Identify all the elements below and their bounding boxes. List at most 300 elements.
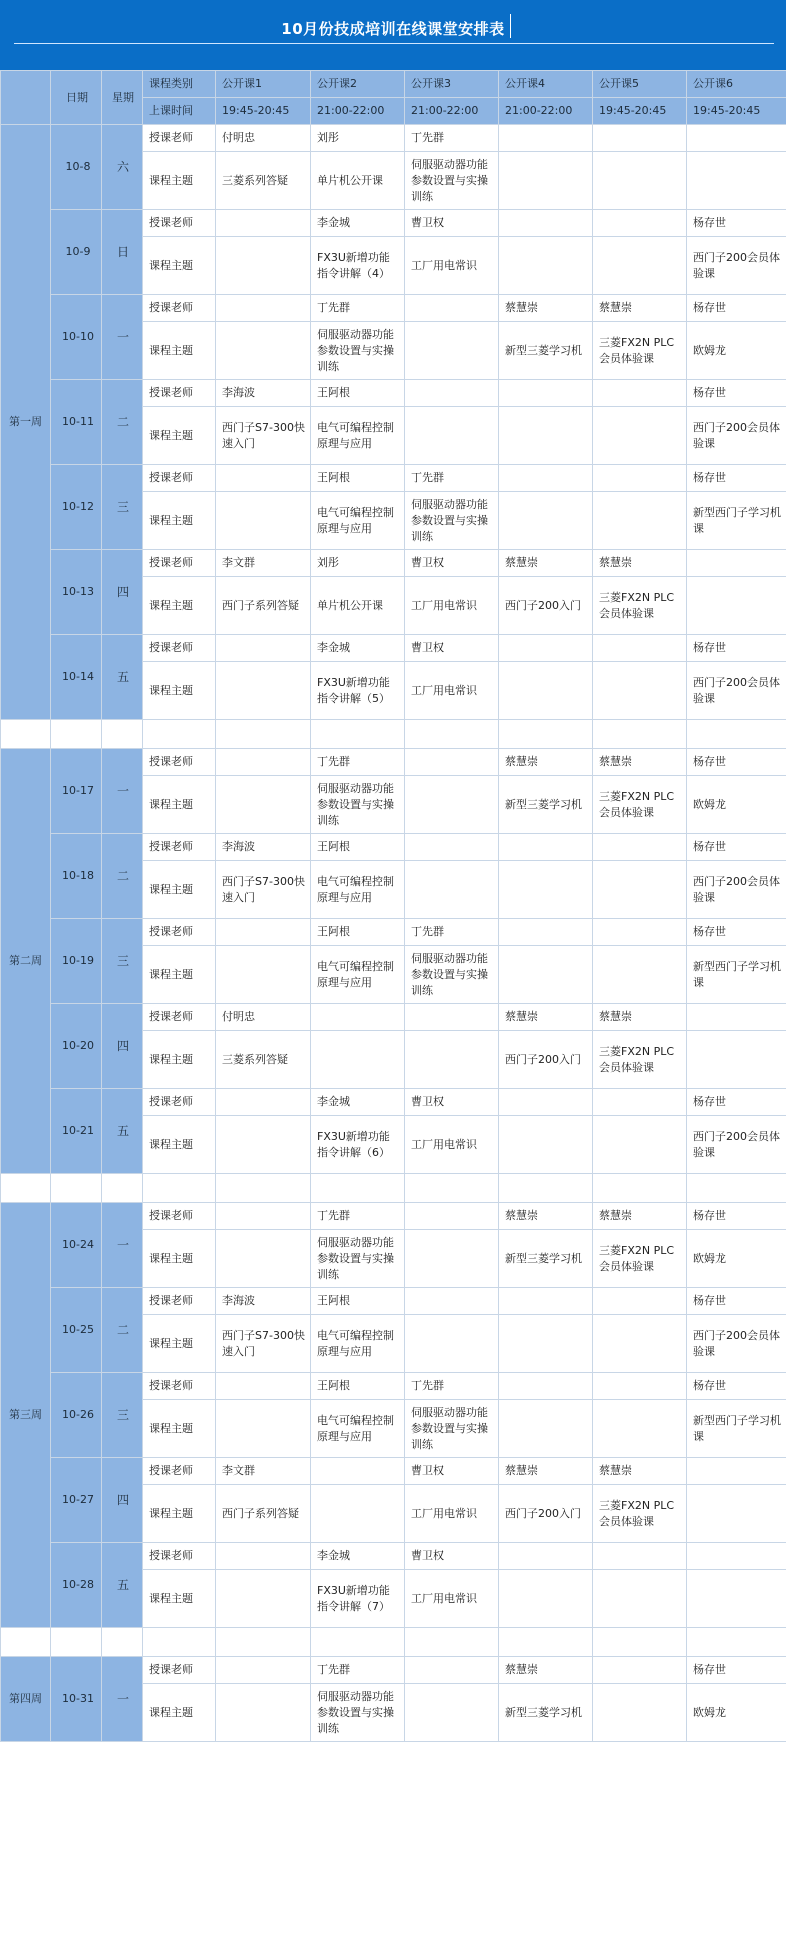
separator-cell	[687, 1174, 786, 1203]
topic-cell	[687, 577, 786, 635]
teacher-cell: 丁先群	[405, 125, 499, 152]
topic-cell	[593, 152, 687, 210]
teacher-row	[1, 295, 786, 322]
separator-cell	[216, 1174, 311, 1203]
topic-cell	[216, 492, 311, 550]
header-time-6: 19:45-20:45	[687, 98, 786, 125]
topic-cell: 电气可编程控制原理与应用	[311, 492, 405, 550]
topic-row-label: 课程主题	[143, 492, 216, 550]
topic-cell: 西门子S7-300快速入门	[216, 407, 311, 465]
topic-cell	[593, 1400, 687, 1458]
header-time-4: 21:00-22:00	[499, 98, 593, 125]
topic-cell	[499, 237, 593, 295]
topic-cell: 电气可编程控制原理与应用	[311, 407, 405, 465]
topic-cell	[216, 237, 311, 295]
topic-cell	[687, 1031, 786, 1089]
teacher-cell: 蔡慧崇	[593, 550, 687, 577]
teacher-row	[1, 125, 786, 152]
separator-cell	[499, 1628, 593, 1657]
topic-cell	[311, 1031, 405, 1089]
topic-cell	[687, 1570, 786, 1628]
teacher-row-label: 授课老师	[143, 380, 216, 407]
date-cell: 10-8	[51, 125, 102, 210]
weekday-cell: 一	[102, 1203, 143, 1288]
teacher-cell	[499, 1543, 593, 1570]
header-time-2: 21:00-22:00	[311, 98, 405, 125]
topic-cell	[499, 946, 593, 1004]
teacher-cell	[593, 210, 687, 237]
weekday-cell: 五	[102, 1089, 143, 1174]
topic-cell	[405, 1315, 499, 1373]
teacher-cell	[216, 1543, 311, 1570]
header-time-1: 19:45-20:45	[216, 98, 311, 125]
weekday-cell: 四	[102, 550, 143, 635]
separator-cell	[311, 720, 405, 749]
topic-cell: 工厂用电常识	[405, 662, 499, 720]
teacher-cell	[405, 749, 499, 776]
teacher-cell	[405, 295, 499, 322]
topic-cell	[499, 152, 593, 210]
topic-cell	[405, 407, 499, 465]
header-time-3: 21:00-22:00	[405, 98, 499, 125]
topic-row-label: 课程主题	[143, 1116, 216, 1174]
teacher-cell	[593, 834, 687, 861]
teacher-cell	[405, 1288, 499, 1315]
week-separator	[1, 1628, 786, 1657]
date-cell: 10-10	[51, 295, 102, 380]
date-cell: 10-20	[51, 1004, 102, 1089]
teacher-cell	[405, 380, 499, 407]
topic-cell: 伺服驱动器功能参数设置与实操训练	[405, 152, 499, 210]
teacher-cell: 李海波	[216, 834, 311, 861]
date-cell: 10-31	[51, 1657, 102, 1742]
teacher-cell	[311, 1458, 405, 1485]
separator-cell	[593, 1174, 687, 1203]
topic-cell: 西门子200入门	[499, 1031, 593, 1089]
teacher-cell	[405, 834, 499, 861]
topic-cell	[216, 322, 311, 380]
teacher-cell	[499, 465, 593, 492]
weekday-cell: 二	[102, 834, 143, 919]
topic-cell	[499, 1116, 593, 1174]
teacher-cell: 杨存世	[687, 919, 786, 946]
separator-cell	[687, 1628, 786, 1657]
teacher-cell: 王阿根	[311, 834, 405, 861]
teacher-cell: 刘彤	[311, 550, 405, 577]
date-cell: 10-17	[51, 749, 102, 834]
teacher-cell: 蔡慧崇	[499, 1203, 593, 1230]
topic-cell: 欧姆龙	[687, 322, 786, 380]
topic-cell: 西门子系列答疑	[216, 577, 311, 635]
topic-row-label: 课程主题	[143, 662, 216, 720]
teacher-cell: 李金城	[311, 1089, 405, 1116]
teacher-cell	[687, 125, 786, 152]
teacher-cell: 丁先群	[405, 465, 499, 492]
topic-cell: 新型三菱学习机	[499, 322, 593, 380]
teacher-row-label: 授课老师	[143, 210, 216, 237]
teacher-cell: 李文群	[216, 550, 311, 577]
teacher-cell	[216, 1373, 311, 1400]
topic-cell: 三菱FX2N PLC会员体验课	[593, 1230, 687, 1288]
topic-cell: 欧姆龙	[687, 1230, 786, 1288]
topic-cell: 伺服驱动器功能参数设置与实操训练	[311, 776, 405, 834]
teacher-row-label: 授课老师	[143, 465, 216, 492]
teacher-cell: 杨存世	[687, 635, 786, 662]
teacher-row	[1, 1288, 786, 1315]
topic-cell	[593, 1684, 687, 1742]
teacher-row	[1, 380, 786, 407]
teacher-cell: 丁先群	[405, 1373, 499, 1400]
teacher-row-label: 授课老师	[143, 1004, 216, 1031]
topic-cell: 伺服驱动器功能参数设置与实操训练	[405, 492, 499, 550]
topic-row-label: 课程主题	[143, 946, 216, 1004]
topic-cell: 三菱系列答疑	[216, 1031, 311, 1089]
topic-cell	[593, 237, 687, 295]
teacher-cell: 刘彤	[311, 125, 405, 152]
teacher-cell: 王阿根	[311, 380, 405, 407]
topic-cell	[499, 662, 593, 720]
topic-row-label: 课程主题	[143, 1400, 216, 1458]
topic-cell: 工厂用电常识	[405, 1570, 499, 1628]
teacher-cell	[216, 465, 311, 492]
topic-cell	[499, 1315, 593, 1373]
topic-cell: 西门子200会员体验课	[687, 407, 786, 465]
teacher-cell: 李海波	[216, 1288, 311, 1315]
topic-cell: 工厂用电常识	[405, 237, 499, 295]
header-course-5: 公开课5	[593, 71, 687, 98]
separator-cell	[1, 720, 51, 749]
separator-cell	[405, 1628, 499, 1657]
header-class-time: 上课时间	[143, 98, 216, 125]
topic-cell: 西门子200会员体验课	[687, 1116, 786, 1174]
teacher-cell	[593, 465, 687, 492]
weekday-cell: 三	[102, 1373, 143, 1458]
teacher-row-label: 授课老师	[143, 749, 216, 776]
weekday-cell: 三	[102, 919, 143, 1004]
weekday-cell: 四	[102, 1458, 143, 1543]
topic-row-label: 课程主题	[143, 1684, 216, 1742]
teacher-cell: 曹卫权	[405, 1458, 499, 1485]
topic-row-label: 课程主题	[143, 1031, 216, 1089]
teacher-cell: 蔡慧崇	[593, 1004, 687, 1031]
teacher-row	[1, 919, 786, 946]
teacher-cell	[593, 1543, 687, 1570]
topic-cell	[593, 1570, 687, 1628]
teacher-cell: 蔡慧崇	[499, 295, 593, 322]
weekday-cell: 一	[102, 749, 143, 834]
teacher-cell	[216, 749, 311, 776]
weekday-cell: 三	[102, 465, 143, 550]
topic-cell: FX3U新增功能指令讲解（4）	[311, 237, 405, 295]
topic-cell: 工厂用电常识	[405, 1485, 499, 1543]
teacher-cell	[687, 1004, 786, 1031]
teacher-cell	[499, 380, 593, 407]
separator-cell	[143, 720, 216, 749]
topic-cell	[405, 322, 499, 380]
teacher-cell: 李金城	[311, 210, 405, 237]
separator-cell	[499, 1174, 593, 1203]
topic-row-label: 课程主题	[143, 1570, 216, 1628]
teacher-cell: 蔡慧崇	[499, 1458, 593, 1485]
date-cell: 10-13	[51, 550, 102, 635]
teacher-cell	[405, 1004, 499, 1031]
teacher-cell	[499, 1089, 593, 1116]
topic-cell: 三菱FX2N PLC会员体验课	[593, 776, 687, 834]
weekday-cell: 日	[102, 210, 143, 295]
teacher-cell: 蔡慧崇	[593, 1203, 687, 1230]
teacher-row-label: 授课老师	[143, 295, 216, 322]
separator-cell	[687, 720, 786, 749]
teacher-row	[1, 1203, 786, 1230]
teacher-cell: 杨存世	[687, 210, 786, 237]
separator-cell	[499, 720, 593, 749]
teacher-row	[1, 1543, 786, 1570]
topic-cell	[405, 1031, 499, 1089]
topic-row-label: 课程主题	[143, 237, 216, 295]
topic-cell	[499, 492, 593, 550]
title-bar	[0, 0, 786, 70]
topic-cell	[593, 492, 687, 550]
teacher-cell	[216, 919, 311, 946]
separator-cell	[102, 720, 143, 749]
separator-cell	[216, 720, 311, 749]
topic-cell	[405, 776, 499, 834]
topic-cell	[405, 861, 499, 919]
header-row-course	[1, 71, 786, 98]
teacher-cell	[499, 1373, 593, 1400]
teacher-cell	[687, 550, 786, 577]
date-cell: 10-14	[51, 635, 102, 720]
separator-cell	[51, 720, 102, 749]
topic-cell	[405, 1230, 499, 1288]
topic-cell: 单片机公开课	[311, 577, 405, 635]
teacher-cell	[499, 125, 593, 152]
topic-cell: 三菱系列答疑	[216, 152, 311, 210]
teacher-cell	[311, 1004, 405, 1031]
teacher-cell	[216, 635, 311, 662]
topic-cell	[593, 662, 687, 720]
teacher-cell: 王阿根	[311, 919, 405, 946]
topic-cell: 新型西门子学习机课	[687, 1400, 786, 1458]
topic-cell: FX3U新增功能指令讲解（5）	[311, 662, 405, 720]
topic-cell: 单片机公开课	[311, 152, 405, 210]
topic-cell: 三菱FX2N PLC会员体验课	[593, 322, 687, 380]
header-course-1: 公开课1	[216, 71, 311, 98]
topic-cell	[216, 1570, 311, 1628]
topic-cell	[216, 1230, 311, 1288]
separator-cell	[593, 720, 687, 749]
topic-cell: 西门子S7-300快速入门	[216, 1315, 311, 1373]
teacher-row	[1, 1657, 786, 1684]
teacher-cell	[216, 1203, 311, 1230]
date-cell: 10-18	[51, 834, 102, 919]
teacher-cell: 杨存世	[687, 1288, 786, 1315]
teacher-row-label: 授课老师	[143, 1543, 216, 1570]
week-label: 第一周	[1, 125, 51, 720]
teacher-cell: 曹卫权	[405, 635, 499, 662]
topic-cell: 新型三菱学习机	[499, 1230, 593, 1288]
topic-cell	[499, 407, 593, 465]
topic-cell	[216, 1400, 311, 1458]
topic-cell	[593, 861, 687, 919]
teacher-cell: 丁先群	[311, 1203, 405, 1230]
separator-cell	[216, 1628, 311, 1657]
teacher-cell	[593, 380, 687, 407]
teacher-cell	[593, 1288, 687, 1315]
teacher-cell: 丁先群	[405, 919, 499, 946]
separator-cell	[593, 1628, 687, 1657]
topic-cell: 西门子200会员体验课	[687, 861, 786, 919]
header-course-type: 课程类别	[143, 71, 216, 98]
topic-cell: 三菱FX2N PLC会员体验课	[593, 1485, 687, 1543]
teacher-cell: 蔡慧崇	[499, 1004, 593, 1031]
weekday-cell: 六	[102, 125, 143, 210]
date-cell: 10-24	[51, 1203, 102, 1288]
teacher-row-label: 授课老师	[143, 550, 216, 577]
topic-cell: 西门子200入门	[499, 577, 593, 635]
teacher-row	[1, 550, 786, 577]
topic-cell: 西门子200会员体验课	[687, 237, 786, 295]
teacher-cell: 付明忠	[216, 1004, 311, 1031]
date-cell: 10-28	[51, 1543, 102, 1628]
topic-row-label: 课程主题	[143, 1485, 216, 1543]
topic-row-label: 课程主题	[143, 1315, 216, 1373]
topic-cell: 电气可编程控制原理与应用	[311, 1400, 405, 1458]
topic-cell	[593, 407, 687, 465]
teacher-cell: 曹卫权	[405, 1089, 499, 1116]
teacher-row	[1, 749, 786, 776]
teacher-cell: 王阿根	[311, 465, 405, 492]
schedule-table	[0, 70, 786, 1742]
teacher-cell: 杨存世	[687, 1089, 786, 1116]
teacher-row	[1, 1458, 786, 1485]
teacher-cell: 杨存世	[687, 380, 786, 407]
date-cell: 10-27	[51, 1458, 102, 1543]
teacher-cell: 蔡慧崇	[593, 295, 687, 322]
topic-cell: 欧姆龙	[687, 776, 786, 834]
teacher-cell	[593, 1657, 687, 1684]
teacher-row	[1, 210, 786, 237]
header-course-3: 公开课3	[405, 71, 499, 98]
teacher-cell: 曹卫权	[405, 210, 499, 237]
topic-cell: 西门子系列答疑	[216, 1485, 311, 1543]
teacher-row-label: 授课老师	[143, 1373, 216, 1400]
teacher-row-label: 授课老师	[143, 834, 216, 861]
topic-cell	[593, 1116, 687, 1174]
date-cell: 10-9	[51, 210, 102, 295]
weekday-cell: 一	[102, 1657, 143, 1742]
teacher-row-label: 授课老师	[143, 635, 216, 662]
teacher-cell: 付明忠	[216, 125, 311, 152]
topic-cell: 西门子S7-300快速入门	[216, 861, 311, 919]
teacher-cell: 李金城	[311, 1543, 405, 1570]
teacher-cell	[499, 1288, 593, 1315]
topic-cell: 三菱FX2N PLC会员体验课	[593, 577, 687, 635]
teacher-cell: 曹卫权	[405, 550, 499, 577]
topic-cell	[593, 946, 687, 1004]
topic-cell: 电气可编程控制原理与应用	[311, 1315, 405, 1373]
separator-cell	[405, 1174, 499, 1203]
header-time-5: 19:45-20:45	[593, 98, 687, 125]
topic-row-label: 课程主题	[143, 407, 216, 465]
teacher-cell	[216, 1089, 311, 1116]
topic-cell: 三菱FX2N PLC会员体验课	[593, 1031, 687, 1089]
week-label: 第二周	[1, 749, 51, 1174]
teacher-cell: 丁先群	[311, 295, 405, 322]
topic-cell: 新型三菱学习机	[499, 1684, 593, 1742]
separator-cell	[102, 1174, 143, 1203]
teacher-cell: 曹卫权	[405, 1543, 499, 1570]
teacher-row-label: 授课老师	[143, 919, 216, 946]
teacher-cell: 杨存世	[687, 1203, 786, 1230]
teacher-row-label: 授课老师	[143, 125, 216, 152]
topic-cell: 工厂用电常识	[405, 577, 499, 635]
separator-cell	[51, 1174, 102, 1203]
teacher-cell	[687, 1458, 786, 1485]
teacher-cell: 杨存世	[687, 295, 786, 322]
topic-row-label: 课程主题	[143, 776, 216, 834]
teacher-cell	[499, 919, 593, 946]
topic-row-label: 课程主题	[143, 577, 216, 635]
teacher-cell	[216, 1657, 311, 1684]
header-course-2: 公开课2	[311, 71, 405, 98]
teacher-cell	[593, 635, 687, 662]
teacher-row-label: 授课老师	[143, 1089, 216, 1116]
teacher-row-label: 授课老师	[143, 1657, 216, 1684]
teacher-cell: 王阿根	[311, 1373, 405, 1400]
teacher-cell: 蔡慧崇	[499, 550, 593, 577]
teacher-cell	[405, 1657, 499, 1684]
topic-cell: 新型西门子学习机课	[687, 946, 786, 1004]
teacher-cell: 蔡慧崇	[593, 749, 687, 776]
topic-cell: 新型三菱学习机	[499, 776, 593, 834]
topic-row-label: 课程主题	[143, 322, 216, 380]
date-cell: 10-19	[51, 919, 102, 1004]
topic-row-label: 课程主题	[143, 1230, 216, 1288]
teacher-cell	[593, 1089, 687, 1116]
topic-cell	[216, 1116, 311, 1174]
topic-cell: 工厂用电常识	[405, 1116, 499, 1174]
separator-cell	[1, 1174, 51, 1203]
teacher-cell	[499, 834, 593, 861]
teacher-row	[1, 465, 786, 492]
topic-cell: FX3U新增功能指令讲解（7）	[311, 1570, 405, 1628]
week-separator	[1, 720, 786, 749]
week-separator	[1, 1174, 786, 1203]
header-dow: 星期	[102, 71, 143, 125]
text-cursor	[510, 14, 511, 38]
topic-cell: 西门子200会员体验课	[687, 1315, 786, 1373]
date-cell: 10-25	[51, 1288, 102, 1373]
separator-cell	[102, 1628, 143, 1657]
topic-cell: 伺服驱动器功能参数设置与实操训练	[311, 1684, 405, 1742]
topic-cell: 新型西门子学习机课	[687, 492, 786, 550]
topic-cell	[216, 1684, 311, 1742]
teacher-row	[1, 1373, 786, 1400]
teacher-cell	[499, 635, 593, 662]
topic-cell	[216, 662, 311, 720]
topic-cell: 欧姆龙	[687, 1684, 786, 1742]
teacher-cell: 蔡慧崇	[499, 1657, 593, 1684]
teacher-cell	[216, 295, 311, 322]
topic-cell	[216, 776, 311, 834]
topic-cell	[499, 1570, 593, 1628]
teacher-cell: 丁先群	[311, 749, 405, 776]
teacher-cell: 杨存世	[687, 749, 786, 776]
teacher-row	[1, 1089, 786, 1116]
week-label: 第四周	[1, 1657, 51, 1742]
teacher-cell: 蔡慧崇	[499, 749, 593, 776]
